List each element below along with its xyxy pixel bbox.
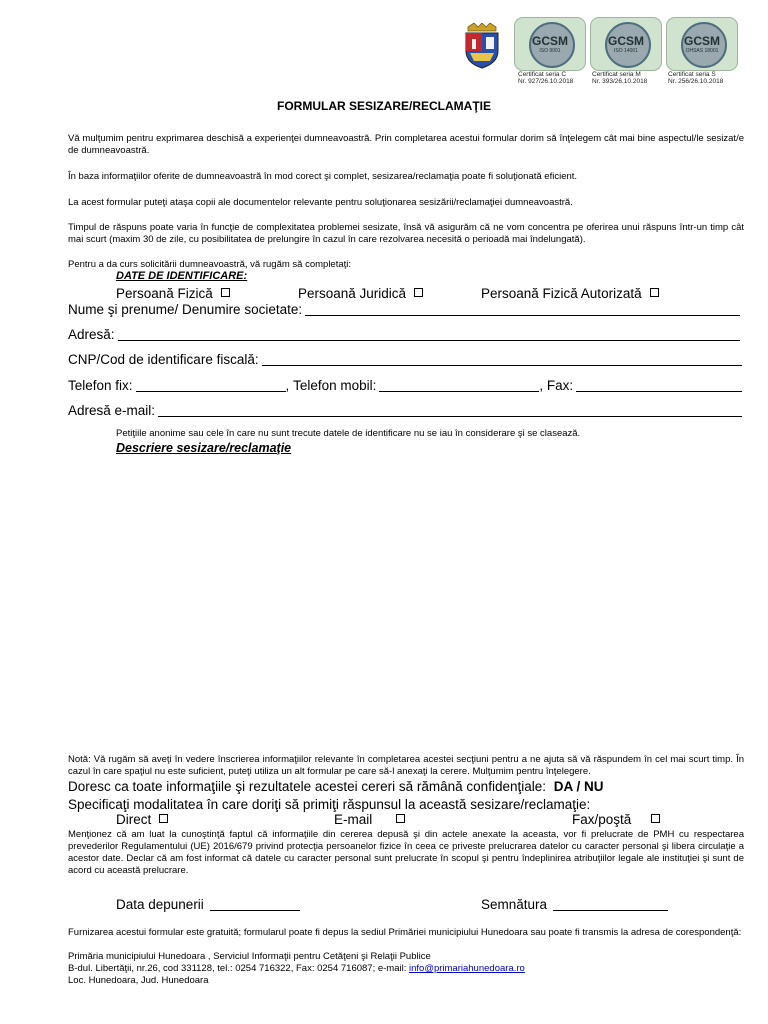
- phone-input-line[interactable]: [136, 378, 286, 392]
- option-persoana-juridica[interactable]: [298, 286, 423, 302]
- response-label: Specificaţi modalitatea în care doriţi să primiţi răspunsul la această sesizare/reclamaţie:: [68, 797, 591, 812]
- name-label: Nume şi prenume/ Denumire societate:: [68, 302, 303, 317]
- contact-phone-line: [68, 963, 744, 975]
- description-note: Notă: Vă rugăm să aveţi în vedere înscrierea informaţiilor relevante în completarea acestei secţiuni pentru a ne ajuta să vă răspundem în cel mai scurt timp. În cazul în care spaţiul nu este suficient, puteţi utiliza un alt formular pe care să-l anexaţi la cerere. Mulţumim pentru înţelegere.: [68, 754, 744, 777]
- header-logos: [462, 17, 762, 87]
- contact-address-line: Primăria municipiului Hunedoara , Serviciul Informaţii pentru Cetăţeni şi Relaţii Publice: [68, 951, 431, 962]
- email-link[interactable]: info@primariahunedoara.ro: [409, 963, 525, 974]
- date-input-line[interactable]: [210, 897, 300, 911]
- cnp-input-line[interactable]: [262, 352, 742, 366]
- contact-text: B-dul. Libertăţii, nr.26, cod 331128, tel.: 0254 716322, Fax: 0254 716087; e-mail:: [68, 963, 407, 974]
- option-label: Persoană Juridică: [298, 286, 407, 301]
- option-label: Persoană Fizică: [116, 286, 213, 301]
- intro-paragraph: Vă mulţumim pentru exprimarea deschisă a experienţei dumneavoastră. Prin completarea acestui formular dorim să înţelegem cât mai bine aspectul/le sesizat/e de dumneavoastră.: [68, 133, 744, 156]
- identification-heading: DATE DE IDENTIFICARE:: [116, 270, 248, 282]
- cnp-field[interactable]: [68, 352, 742, 368]
- form-title: FORMULAR SESIZARE/RECLAMAŢIE: [277, 99, 491, 113]
- email-input-line[interactable]: [158, 403, 742, 417]
- intro-paragraph: La acest formular puteţi ataşa copii ale documentelor relevante pentru soluţionarea sesizării/reclamaţiei dumneavoastră.: [68, 197, 573, 208]
- certificate-caption: Certificat seria M Nr. 393/26.10.2018: [592, 71, 648, 85]
- intro-paragraph: Timpul de răspuns poate varia în funcţie de complexitatea problemei sesizate, însă vă asigurăm că ne vom concentra pe oferirea unui răspuns într-un timp cât mai scurt (maxim 30 de zile, cu posibilitatea de prelungire în cazul în care rezolvarea necesită o perioadă mai îndelungată).: [68, 222, 744, 245]
- phone-row: Telefon fix: , Telefon mobil: , Fax:: [68, 378, 742, 394]
- checkbox[interactable]: [651, 814, 660, 823]
- address-input-line[interactable]: [118, 327, 740, 341]
- mobile-label: Telefon mobil:: [293, 378, 377, 393]
- fax-label: Fax:: [546, 378, 574, 393]
- option-label: Fax/poştă: [572, 812, 632, 827]
- option-persoana-fizica[interactable]: [116, 286, 230, 302]
- certificate-caption: Certificat seria C Nr. 927/26.10.2018: [518, 71, 574, 85]
- description-area[interactable]: [68, 460, 742, 745]
- response-fax-post[interactable]: [572, 812, 660, 828]
- contact-info: Furnizarea acestui formular este gratuită; formularul poate fi depus la sediul Primăriei municipiului Hunedoara sau poate fi transmis la adresa de corespondenţă:: [68, 927, 742, 938]
- address-label: Adresă:: [68, 327, 115, 342]
- certificate-iso9001-logo: GCSM ISO 9001: [514, 17, 586, 71]
- option-label: E-mail: [334, 812, 373, 827]
- option-label: Direct: [116, 812, 152, 827]
- gdpr-statement: Menţionez că am luat la cunoştinţă faptul că informaţiile din cererea depusă şi din actele anexate la aceasta, vor fi prelucrate de PMH cu respectarea prevederilor Regulamentului (UE) 2016/679 privind protecţia persoanelor fizice în ceea ce priveste prelucrarea datelor cu caracter personal şi libera circulaţie a acestor date. Declar că am fost informat că datele cu caracter personal sunt prelucrate în scopul şi pentru îndeplinirea atribuţiilor legale ale instituţiei şi sunt de acord cu această prelucrare.: [68, 829, 744, 876]
- response-email[interactable]: [334, 812, 405, 828]
- signature-field[interactable]: [481, 897, 668, 913]
- email-field[interactable]: [68, 403, 742, 419]
- intro-paragraph: Pentru a da curs solicitării dumneavoastră, vă rugăm să completaţi:: [68, 259, 352, 270]
- date-field[interactable]: [116, 897, 300, 913]
- mobile-input-line[interactable]: [379, 378, 539, 392]
- description-heading: Descriere sesizare/reclamaţie: [116, 441, 292, 455]
- email-label: Adresă e-mail:: [68, 403, 156, 418]
- confidential-row: [68, 779, 604, 795]
- checkbox[interactable]: [159, 814, 168, 823]
- signature-input-line[interactable]: [553, 897, 668, 911]
- option-persoana-fizica-autorizata[interactable]: [481, 286, 659, 302]
- phone-label: Telefon fix:: [68, 378, 133, 393]
- confidential-options[interactable]: DA / NU: [553, 779, 604, 794]
- option-label: Persoană Fizică Autorizată: [481, 286, 642, 301]
- cnp-label: CNP/Cod de identificare fiscală:: [68, 352, 259, 367]
- fax-input-line[interactable]: [576, 378, 742, 392]
- coat-of-arms-icon: [462, 23, 502, 69]
- name-input-line[interactable]: [305, 302, 740, 316]
- date-label: Data depunerii: [116, 897, 204, 912]
- address-field[interactable]: [68, 327, 740, 343]
- certificate-ohsas-logo: GCSM OHSAS 18001: [666, 17, 738, 71]
- response-direct[interactable]: [116, 812, 168, 828]
- anonymous-note: Petiţiile anonime sau cele în care nu sunt trecute datele de identificare nu se iau în considerare şi se clasează.: [116, 428, 581, 439]
- checkbox[interactable]: [650, 288, 659, 297]
- name-field[interactable]: [68, 302, 740, 318]
- checkbox[interactable]: [414, 288, 423, 297]
- checkbox[interactable]: [396, 814, 405, 823]
- certificate-caption: Certificat seria S Nr. 256/26.10.2018: [668, 71, 724, 85]
- checkbox[interactable]: [221, 288, 230, 297]
- intro-paragraph: În baza informaţiilor oferite de dumneavoastră în mod corect şi complet, sesizarea/reclamaţia poate fi soluţionată eficient.: [68, 171, 578, 182]
- signature-label: Semnătura: [481, 897, 548, 912]
- contact-location-line: Loc. Hunedoara, Jud. Hunedoara: [68, 975, 209, 986]
- certificate-iso14001-logo: GCSM ISO 14001: [590, 17, 662, 71]
- confidential-label: Doresc ca toate informaţiile şi rezultatele acestei cereri să rămână confidenţiale:: [68, 779, 546, 794]
